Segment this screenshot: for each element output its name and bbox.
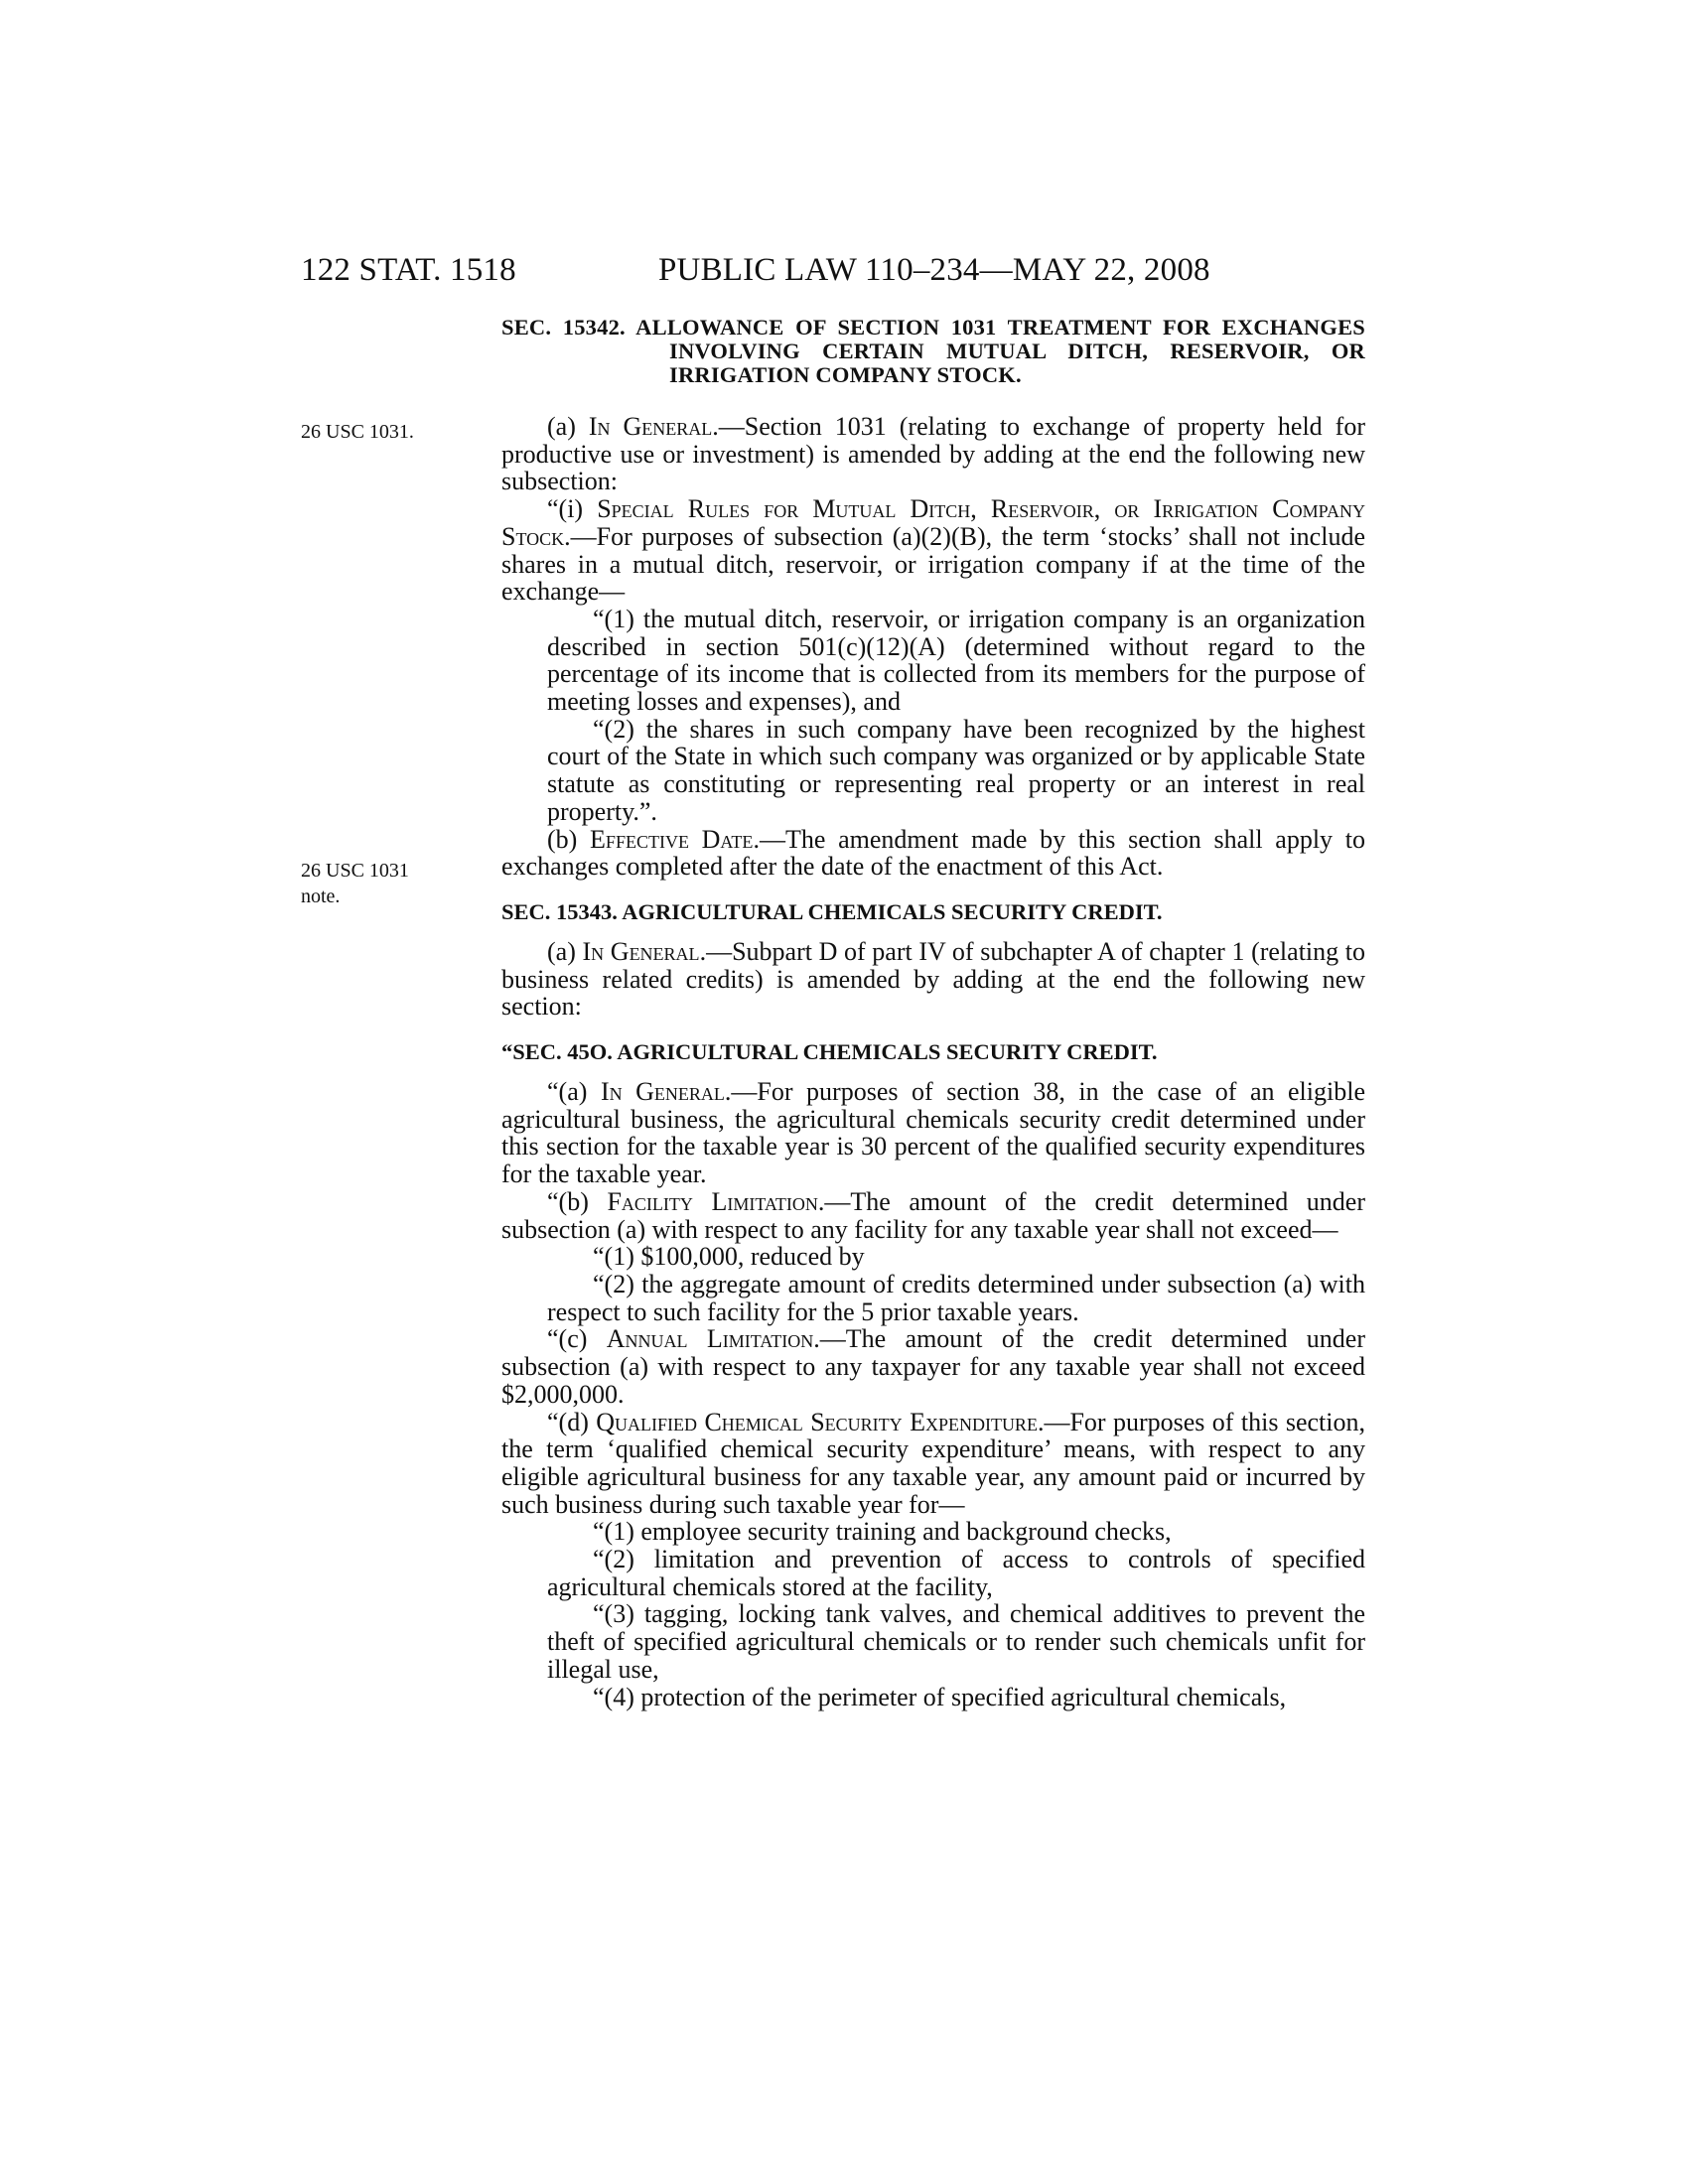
sec45o-b-paragraph-1: “(1) $100,000, reduced by xyxy=(593,1242,865,1272)
sec45o-b-paragraph-2: “(2) the aggregate amount of credits determined under subsection (a) with respect to such facility for the 5 prior taxable years. xyxy=(547,1269,1365,1326)
sec15343-subsection-a xyxy=(501,938,1365,1021)
text: .—For purposes of section 38, in the case of an eligible agricultural business, the agricultural chemicals security credit determined under this section for the taxable year is 30 percent of the qualified security expenditures for the taxable year. xyxy=(501,1077,1365,1189)
sec45o-d-paragraph-3: “(3) tagging, locking tank valves, and chemical additives to prevent the theft of specified agricultural chemicals or to render such chemicals unfit for illegal use, xyxy=(547,1599,1365,1684)
caption: Facility Limitation xyxy=(607,1186,818,1216)
caption: In General xyxy=(582,936,700,966)
sec45o-d-paragraph-4: “(4) protection of the perimeter of specified agricultural chemicals, xyxy=(593,1682,1287,1711)
sec45o-subsection-c xyxy=(501,1325,1365,1408)
label: “(c) xyxy=(547,1324,607,1354)
label: (a) xyxy=(547,412,589,441)
caption: In General xyxy=(588,412,713,441)
sec15342-paragraph-2: “(2) the shares in such company have been recognized by the highest court of the State in which such company was organized or by applicable State statute as constituting or representing real property or an interest in real property.”. xyxy=(547,714,1365,826)
caption: Effective Date xyxy=(590,824,754,854)
label: (b) xyxy=(547,824,591,854)
text: .—The amount of the credit determined under subsection (a) with respect to any facility for any taxable year shall not exceed— xyxy=(501,1186,1365,1244)
sec45o-subsection-b xyxy=(501,1188,1365,1243)
text: .—Subpart D of part IV of subchapter A of chapter 1 (relating to business related credits) is amended by adding at the end the following new section: xyxy=(501,936,1365,1022)
text: .—The amendment made by this section shall apply to exchanges completed after the date of the enactment of this Act. xyxy=(501,824,1365,882)
sec15342-subsection-a xyxy=(501,413,1365,495)
label: “(a) xyxy=(547,1077,601,1107)
caption: Special Rules for Mutual Ditch, Reservoir, or Irrigation Company Stock xyxy=(501,494,1365,551)
section-15343-heading: SEC. 15343. AGRICULTURAL CHEMICALS SECURITY CREDIT. xyxy=(501,898,1163,924)
text: .—For purposes of subsection (a)(2)(B), the term ‘stocks’ shall not include shares in a mutual ditch, reservoir, or irrigation company if at the time of the exchange— xyxy=(501,521,1365,607)
page-stat-number: 122 STAT. 1518 xyxy=(301,252,516,288)
sec45o-d-paragraph-1: “(1) employee security training and background checks, xyxy=(593,1517,1172,1547)
sec45o-d-paragraph-2: “(2) limitation and prevention of access to controls of specified agricultural chemicals stored at the facility, xyxy=(547,1545,1365,1601)
sec45o-subsection-a xyxy=(501,1078,1365,1188)
text: .—The amount of the credit determined under subsection (a) with respect to any taxpayer for any taxable year shall not exceed $2,000,000. xyxy=(501,1324,1365,1409)
section-45o-heading: “SEC. 45O. AGRICULTURAL CHEMICALS SECURITY CREDIT. xyxy=(501,1039,1158,1065)
margin-note-citation: 26 USC 1031. xyxy=(301,421,414,443)
label: “(d) xyxy=(547,1407,597,1436)
label: “(i) xyxy=(547,494,598,524)
body-text xyxy=(501,316,1365,1710)
text: .—For purposes of this section, the term ‘qualified chemical security expenditure’ means, with respect to any eligible agricultural business for any taxable year, any amount paid or incurred by such business during such taxable year for— xyxy=(501,1407,1365,1519)
margin-note-citation-note: 26 USC 1031 note. xyxy=(301,860,409,907)
running-header: PUBLIC LAW 110–234—MAY 22, 2008 xyxy=(658,252,1210,288)
sec45o-subsection-d xyxy=(501,1409,1365,1519)
caption: Qualified Chemical Security Expenditure xyxy=(596,1407,1038,1436)
sec15342-subsection-b xyxy=(501,826,1365,881)
sec15342-paragraph-1: “(1) the mutual ditch, reservoir, or irrigation company is an organization described in section 501(c)(12)(A) (determined without regard to the percentage of its income that is collected from its members for the purpose of meeting losses and expenses), and xyxy=(547,604,1365,717)
section-15342-heading: SEC. 15342. ALLOWANCE OF SECTION 1031 TREATMENT FOR EXCHANGES INVOLVING CERTAIN MUTUAL DITCH, RESERVOIR, OR IRRIGATION COMPANY STOCK. xyxy=(501,315,1365,387)
caption: In General xyxy=(600,1077,725,1107)
sec15342-subsection-i xyxy=(501,495,1365,606)
label: (a) xyxy=(547,936,583,966)
label: “(b) xyxy=(547,1186,608,1216)
caption: Annual Limitation xyxy=(606,1324,814,1354)
text: .—Section 1031 (relating to exchange of property held for productive use or investment) is amended by adding at the end the following new subsection: xyxy=(501,412,1365,496)
